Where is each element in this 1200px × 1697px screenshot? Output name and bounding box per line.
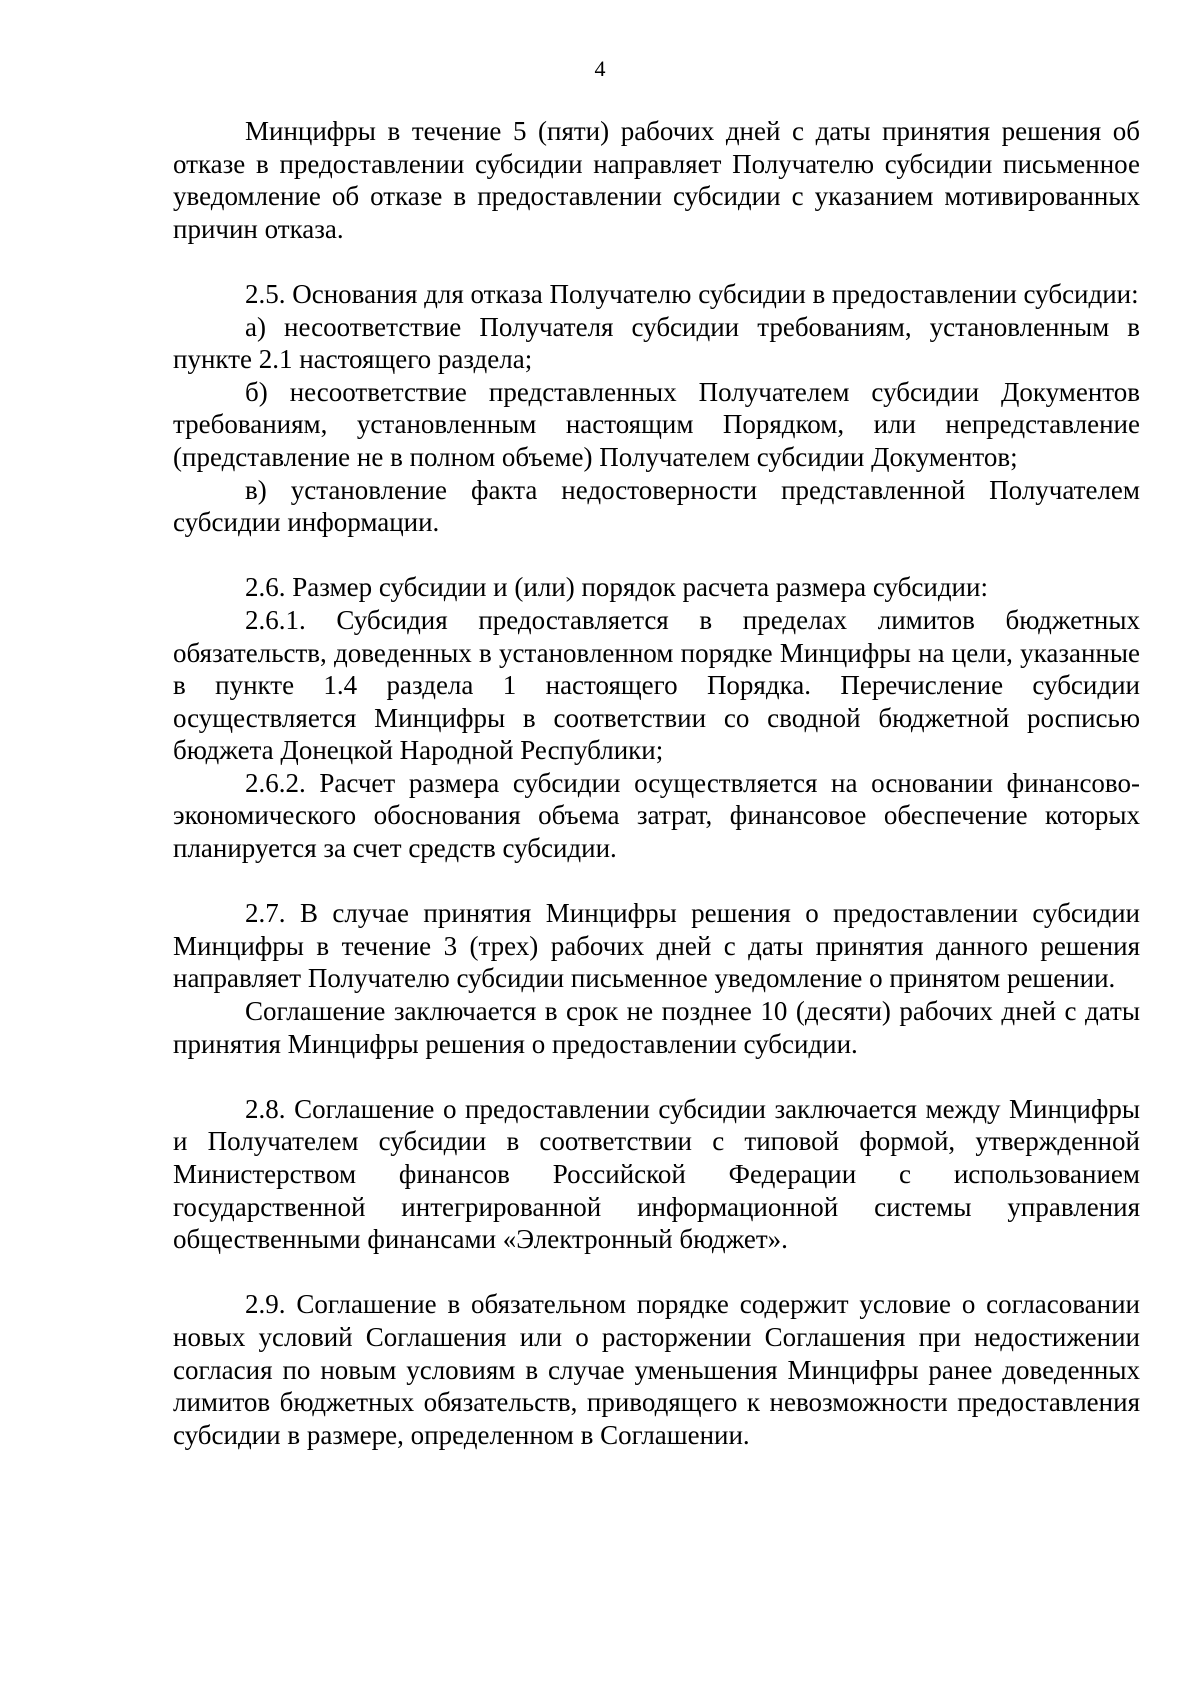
paragraph-2-5: 2.5. Основания для отказа Получателю субсидии в предоставлении субсидии: — [245, 278, 1139, 309]
paragraph-2-6-1: 2.6.1. Субсидия предоставляется в пределах лимитов бюджетных обязательств, доведенных в установленном порядке Минцифры на цели, указанные в пункте 1.4 раздела 1 настоящего Порядка. Перечисление субсидии осуществляется Минцифры в соответствии со сводной бюджетной росписью бюджета Донецкой Народной Республики; — [173, 604, 1140, 766]
paragraph-2-8: 2.8. Соглашение о предоставлении субсидии заключается между Минцифры и Получателем субсидии в соответствии с типовой формой, утвержденной Министерством финансов Российской Федерации с использованием государственной интегрированной информационной системы управления общественными финансами «Электронный бюджет». — [173, 1093, 1140, 1255]
paragraph-2-6-2: 2.6.2. Расчет размера субсидии осуществляется на основании финансово-экономического обоснования объема затрат, финансовое обеспечение которых планируется за счет средств субсидии. — [173, 767, 1140, 864]
page-number: 4 — [594, 56, 606, 81]
document-body — [173, 115, 1140, 1451]
paragraph-2-7: 2.7. В случае принятия Минцифры решения о предоставлении субсидии Минцифры в течение 3 (трех) рабочих дней с даты принятия данного решения направляет Получателю субсидии письменное уведомление о принятом решении. — [173, 898, 1140, 994]
paragraph-2-5-a: а) несоответствие Получателя субсидии требованиям, установленным в пункте 2.1 настоящего раздела; — [173, 311, 1140, 375]
paragraph-2-5-b: б) несоответствие представленных Получателем субсидии Документов требованиям, установленным настоящим Порядком, или непредставление (представление не в полном объеме) Получателем субсидии Документов; — [173, 376, 1140, 472]
paragraph-2-9: 2.9. Соглашение в обязательном порядке содержит условие о согласовании новых условий Соглашения или о расторжении Соглашения при недостижении согласия по новым условиям в случае уменьшения Минцифры ранее доведенных лимитов бюджетных обязательств, приводящего к невозможности предоставления субсидии в размере, определенном в Соглашении. — [173, 1289, 1140, 1450]
paragraph-agreement-term: Соглашение заключается в срок не позднее 10 (десяти) рабочих дней с даты принятия Минцифры решения о предоставлении субсидии. — [173, 996, 1140, 1059]
paragraph-2-5-v: в) установление факта недостоверности представленной Получателем субсидии информации. — [173, 474, 1140, 538]
paragraph-2-6: 2.6. Размер субсидии и (или) порядок расчета размера субсидии: — [245, 572, 988, 603]
paragraph-refusal-notice: Минцифры в течение 5 (пяти) рабочих дней с даты принятия решения об отказе в предоставлении субсидии направляет Получателю субсидии письменное уведомление об отказе в предоставлении субсидии с указанием мотивированных причин отказа. — [173, 116, 1140, 244]
